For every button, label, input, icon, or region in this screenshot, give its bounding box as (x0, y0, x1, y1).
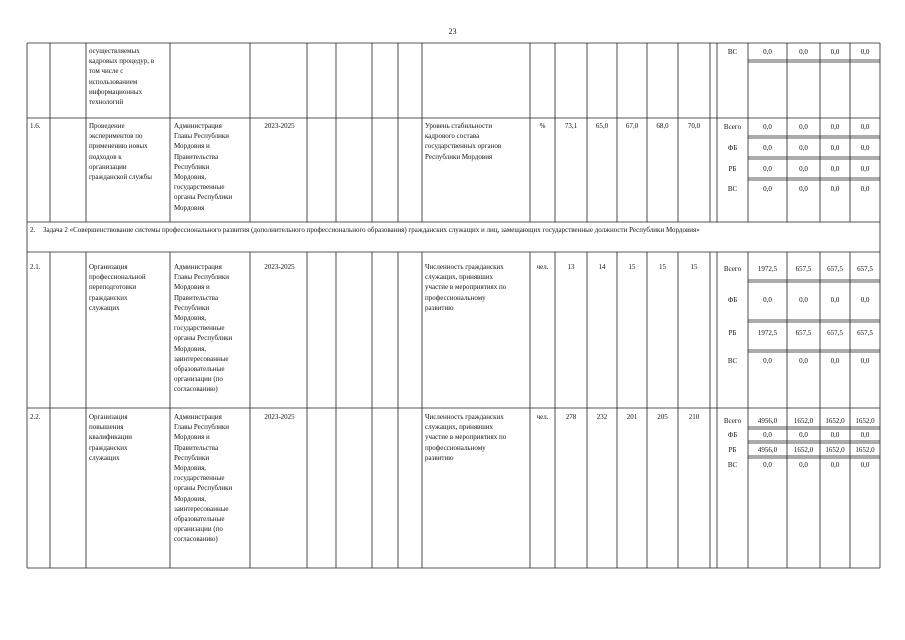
funding-amount: 0,0 (799, 123, 808, 131)
row-number: 2.2. (30, 413, 41, 421)
funding-amount: 657,5 (827, 265, 843, 273)
funding-source: РБ (728, 165, 737, 173)
period: 2023-2025 (264, 122, 295, 130)
funding-source: ФБ (727, 431, 738, 439)
indicator-value: 205 (657, 413, 668, 421)
funding-source: РБ (728, 446, 737, 454)
funding-source: ФБ (727, 144, 738, 152)
indicator-name: Численность гражданских служащих, принявших участие в мероприятиях по профессиональному развитию (425, 413, 507, 462)
funding-amount: 0,0 (763, 461, 772, 469)
row-number: 1.6. (30, 122, 41, 130)
funding-amount: 0,0 (799, 185, 808, 193)
funding-amount: 0,0 (763, 165, 772, 173)
funding-amount: 657,5 (827, 329, 843, 337)
funding-source: Всего (723, 265, 742, 273)
funding-amount: 0,0 (860, 357, 870, 365)
funding-source: ВС (727, 185, 738, 193)
funding-amount: 1652,0 (855, 446, 875, 454)
funding-amount: 0,0 (860, 296, 870, 304)
funding-amount: 1652,0 (825, 446, 845, 454)
period: 2023-2025 (264, 413, 295, 421)
funding-source: ВС (727, 48, 738, 56)
funding-amount: 0,0 (860, 144, 870, 152)
funding-source: Всего (723, 417, 742, 425)
funding-amount: 657,5 (857, 329, 873, 337)
funding-amount: 4956,0 (757, 446, 778, 454)
funding-amount: 0,0 (830, 357, 840, 365)
funding-amount: 0,0 (763, 144, 772, 152)
indicator-value: 13 (567, 263, 575, 271)
funding-amount: 0,0 (830, 185, 840, 193)
funding-amount: 0,0 (830, 296, 840, 304)
page-number: 23 (448, 27, 457, 36)
funding-amount: 0,0 (763, 431, 772, 439)
measure-name: Организация повышения квалификации гражданских служащих (89, 413, 132, 462)
indicator-value: 15 (690, 263, 698, 271)
measure-name: осуществляемых кадровых процедур, в том числе с использованием информационных технологий (89, 47, 155, 107)
funding-amount: 0,0 (763, 123, 772, 131)
indicator-value: 14 (598, 263, 606, 271)
funding-amount: 1652,0 (825, 417, 845, 425)
funding-amount: 0,0 (830, 431, 840, 439)
funding-source: ВС (727, 357, 738, 365)
funding-amount: 0,0 (860, 431, 870, 439)
funding-amount: 0,0 (830, 48, 840, 56)
executor: Администрация Главы Республики Мордовия и Правительства Республики Мордовия, государственные органы Республики Мордовия (174, 122, 233, 212)
indicator-value: 73,1 (564, 122, 578, 130)
funding-amount: 1652,0 (793, 417, 814, 425)
indicator-name: Численность гражданских служащих, принявших участие в мероприятиях по профессиональному развитию (425, 263, 507, 312)
funding-amount: 0,0 (860, 48, 870, 56)
indicator-value: 65,0 (595, 122, 609, 130)
indicator-value: 15 (628, 263, 636, 271)
funding-amount: 0,0 (799, 461, 808, 469)
indicator-unit: % (539, 122, 546, 130)
measure-name: Организация профессиональной переподготовки гражданских служащих (89, 263, 146, 312)
funding-source: ВС (727, 461, 738, 469)
funding-amount: 0,0 (860, 123, 870, 131)
indicator-value: 70,0 (687, 122, 701, 130)
funding-source: РБ (728, 329, 737, 337)
funding-amount: 0,0 (830, 461, 840, 469)
period: 2023-2025 (264, 263, 295, 271)
indicator-value: 210 (688, 413, 700, 421)
indicator-value: 232 (596, 413, 608, 421)
funding-amount: 0,0 (799, 357, 808, 365)
indicator-unit: чел. (536, 413, 549, 421)
funding-amount: 0,0 (763, 296, 772, 304)
funding-source: ФБ (727, 296, 738, 304)
indicator-value: 15 (659, 263, 666, 271)
funding-amount: 657,5 (857, 265, 873, 273)
funding-amount: 0,0 (860, 165, 870, 173)
funding-amount: 0,0 (799, 144, 808, 152)
row-number: 2.1. (30, 263, 41, 271)
indicator-value: 278 (565, 413, 577, 421)
indicator-value: 68,0 (656, 122, 669, 130)
funding-amount: 0,0 (830, 144, 840, 152)
funding-amount: 0,0 (860, 461, 870, 469)
executor: Администрация Главы Республики Мордовия и Правительства Республики Мордовия, государственные органы Республики Мордовия, заинтересованные образовательные организации (по согласованию) (174, 263, 233, 394)
task-2-number: 2. (30, 226, 36, 234)
indicator-name: Уровень стабильности кадрового состава государственных органов Республики Мордовия (425, 122, 502, 161)
funding-amount: 0,0 (830, 165, 840, 173)
funding-amount: 0,0 (860, 185, 870, 193)
measure-name: Проведение экспериментов по применению новых подходов к организации гражданской службы (89, 122, 152, 182)
funding-amount: 0,0 (799, 431, 808, 439)
funding-amount: 0,0 (763, 185, 772, 193)
executor: Администрация Главы Республики Мордовия и Правительства Республики Мордовия, государственные органы Республики Мордовия, заинтересованные образовательные организации (по согласованию) (174, 413, 233, 544)
funding-amount: 1972,5 (757, 265, 778, 273)
funding-amount: 4956,0 (757, 417, 778, 425)
funding-amount: 1652,0 (855, 417, 875, 425)
funding-amount: 657,5 (795, 265, 812, 273)
funding-amount: 0,0 (830, 123, 840, 131)
funding-amount: 0,0 (799, 165, 808, 173)
funding-amount: 657,5 (795, 329, 812, 337)
task-2-title: Задача 2 «Совершенствование системы профессионального развития (дополнительного профессионального образования) гражданских служащих и лиц, замещающих государственные должности Республики Мордовия» (43, 226, 700, 234)
indicator-unit: чел. (536, 263, 549, 271)
funding-amount: 1972,5 (757, 329, 778, 337)
funding-amount: 0,0 (799, 296, 808, 304)
funding-amount: 0,0 (763, 357, 772, 365)
funding-amount: 0,0 (763, 48, 772, 56)
funding-source: Всего (723, 123, 742, 131)
indicator-value: 67,0 (625, 122, 639, 130)
indicator-value: 201 (626, 413, 638, 421)
funding-amount: 1652,0 (793, 446, 814, 454)
funding-amount: 0,0 (799, 48, 808, 56)
